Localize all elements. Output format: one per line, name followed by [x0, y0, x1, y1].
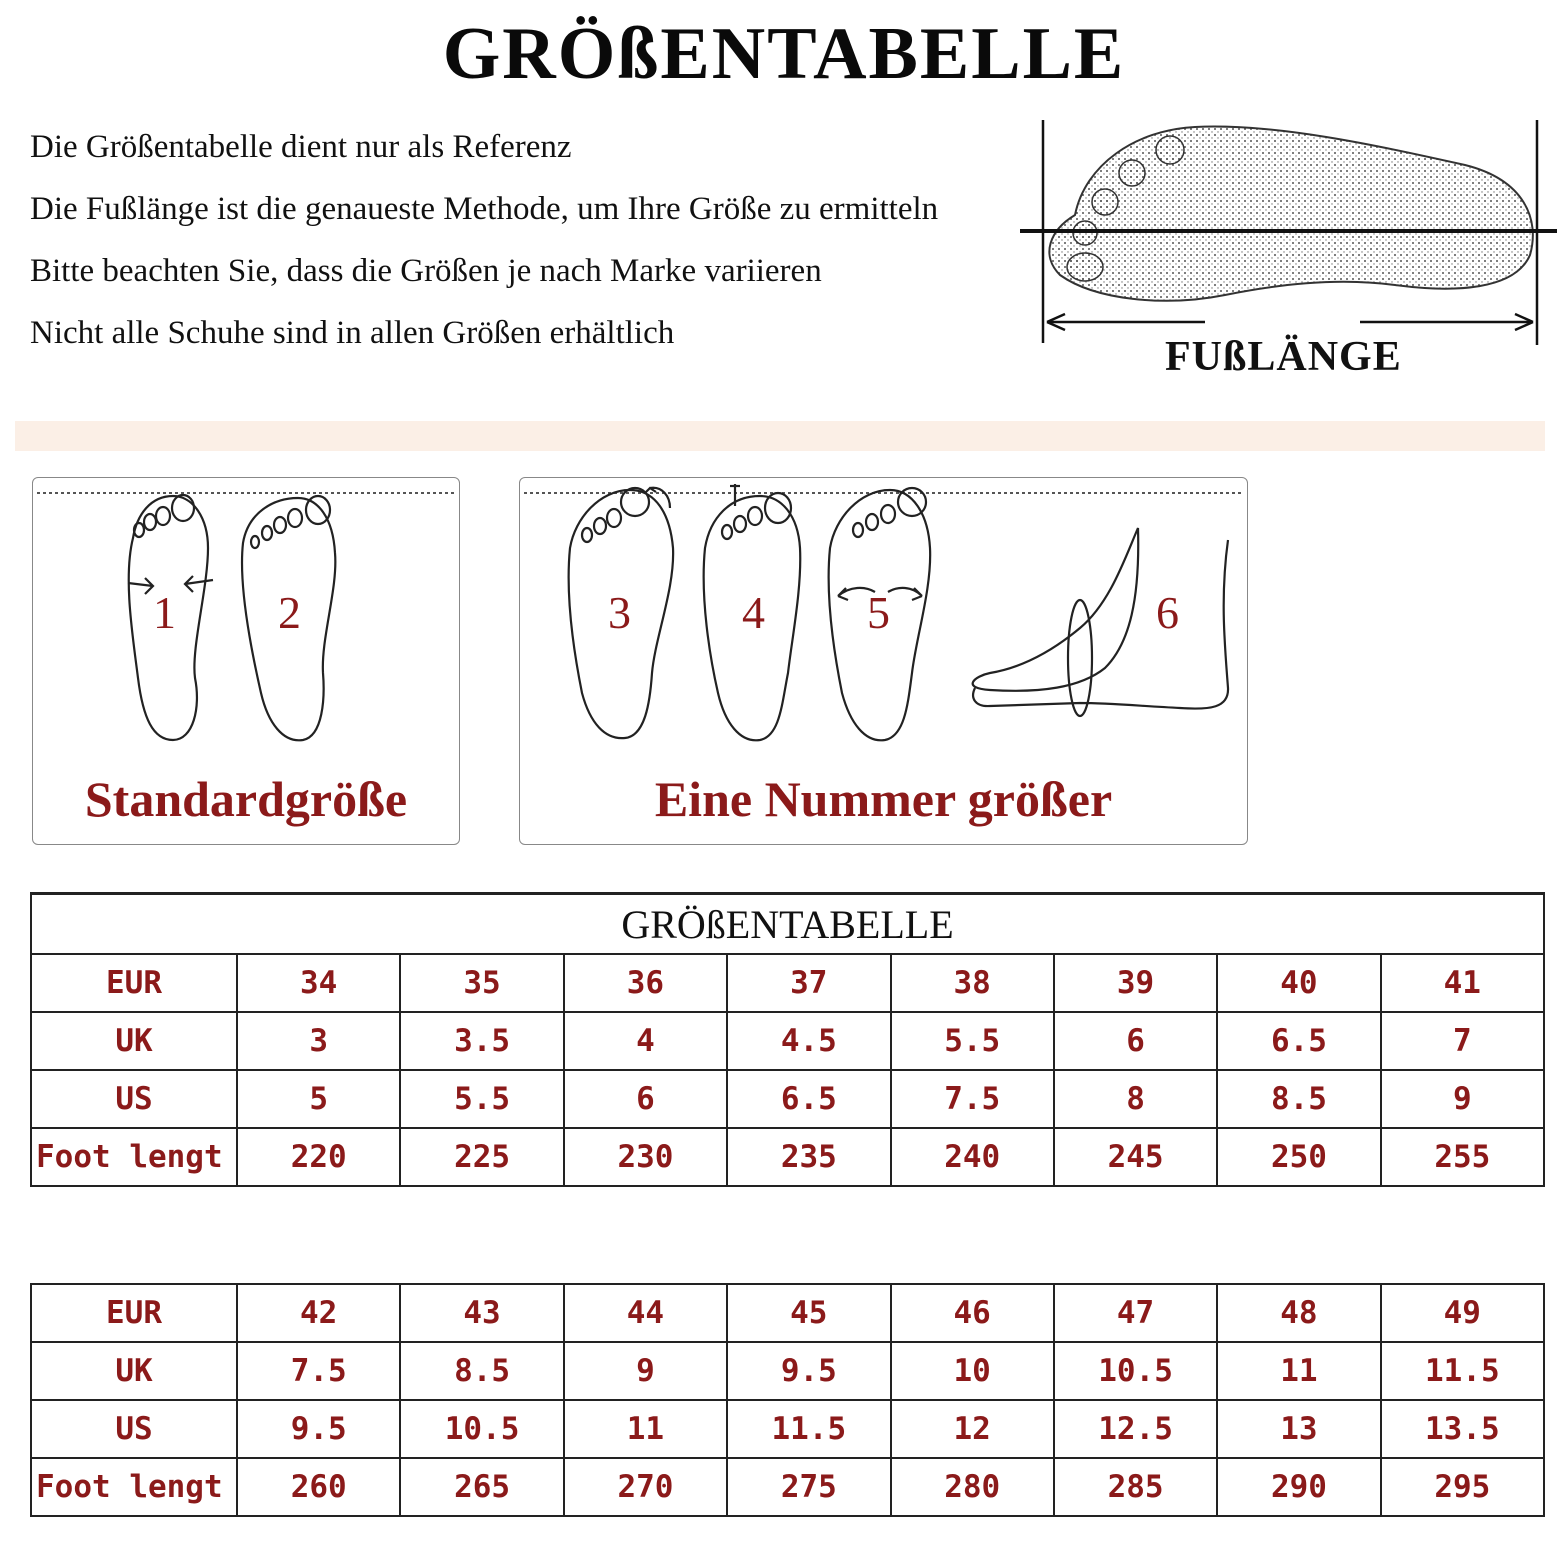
table-cell: 11 [564, 1400, 727, 1458]
table-cell: 38 [891, 954, 1054, 1012]
note-availability: Nicht alle Schuhe sind in allen Größen erhältlich [30, 315, 675, 351]
table-cell: 48 [1217, 1284, 1380, 1342]
footprint-icon [1015, 115, 1560, 355]
table-cell: 275 [727, 1458, 890, 1516]
table-cell: 280 [891, 1458, 1054, 1516]
table-cell: 285 [1054, 1458, 1217, 1516]
note-foot-length: Die Fußlänge ist die genaueste Methode, um Ihre Größe zu ermitteln [30, 191, 939, 227]
table-cell: 43 [400, 1284, 563, 1342]
table-cell: 6.5 [1217, 1012, 1380, 1070]
table-cell: 8 [1054, 1070, 1217, 1128]
row-header-eur: EUR [31, 1284, 237, 1342]
table-cell: 11 [1217, 1342, 1380, 1400]
table-cell: 3 [237, 1012, 400, 1070]
table-cell: 7.5 [237, 1342, 400, 1400]
fit-number-3: 3 [608, 587, 631, 638]
table-cell: 240 [891, 1128, 1054, 1186]
table-cell: 4.5 [727, 1012, 890, 1070]
standard-feet-illustration [33, 478, 459, 768]
table-cell: 36 [564, 954, 727, 1012]
foot-length-label: FUßLÄNGE [1165, 334, 1402, 380]
foot-length-diagram [1015, 115, 1560, 385]
table-row-eur [31, 1284, 1544, 1342]
row-header-us: US [31, 1070, 237, 1128]
table-cell: 45 [727, 1284, 890, 1342]
table-cell: 220 [237, 1128, 400, 1186]
table-cell: 37 [727, 954, 890, 1012]
table-cell: 5.5 [891, 1012, 1054, 1070]
table-cell: 34 [237, 954, 400, 1012]
table-row-foot-length [31, 1458, 1544, 1516]
table-cell: 46 [891, 1284, 1054, 1342]
table-cell: 10 [891, 1342, 1054, 1400]
row-header-us: US [31, 1400, 237, 1458]
table-cell: 9 [1381, 1070, 1544, 1128]
table-cell: 8.5 [1217, 1070, 1380, 1128]
table-cell: 9.5 [237, 1400, 400, 1458]
table-cell: 11.5 [1381, 1342, 1544, 1400]
table-cell: 42 [237, 1284, 400, 1342]
table-cell: 235 [727, 1128, 890, 1186]
size-table-1 [30, 892, 1545, 1187]
table-row-uk [31, 1342, 1544, 1400]
table-cell: 12 [891, 1400, 1054, 1458]
table-cell: 40 [1217, 954, 1380, 1012]
standard-fit-caption: Standardgröße [84, 771, 408, 827]
section-divider [15, 421, 1545, 451]
row-header-uk: UK [31, 1342, 237, 1400]
standard-fit-panel [32, 477, 460, 845]
table-cell: 44 [564, 1284, 727, 1342]
table-cell: 295 [1381, 1458, 1544, 1516]
table-cell: 250 [1217, 1128, 1380, 1186]
table-cell: 9.5 [727, 1342, 890, 1400]
fit-number-1: 1 [153, 587, 176, 638]
row-header-uk: UK [31, 1012, 237, 1070]
table-cell: 10.5 [400, 1400, 563, 1458]
table-cell: 270 [564, 1458, 727, 1516]
table-cell: 260 [237, 1458, 400, 1516]
row-header-eur: EUR [31, 954, 237, 1012]
table-cell: 9 [564, 1342, 727, 1400]
table-cell: 12.5 [1054, 1400, 1217, 1458]
table-cell: 5.5 [400, 1070, 563, 1128]
table-cell: 255 [1381, 1128, 1544, 1186]
row-header-foot-length: Foot lengt [31, 1458, 237, 1516]
table-cell: 7 [1381, 1012, 1544, 1070]
row-header-foot-length: Foot lengt [31, 1128, 237, 1186]
table-cell: 7.5 [891, 1070, 1054, 1128]
table-cell: 35 [400, 954, 563, 1012]
fit-number-6: 6 [1156, 587, 1179, 638]
note-brand-variation: Bitte beachten Sie, dass die Größen je nach Marke variieren [30, 253, 822, 289]
table-row-us [31, 1400, 1544, 1458]
table-caption-row [31, 894, 1544, 955]
table-cell: 230 [564, 1128, 727, 1186]
size-table-2 [30, 1283, 1545, 1517]
table-row-eur [31, 954, 1544, 1012]
table-row-foot-length [31, 1128, 1544, 1186]
fit-number-2: 2 [278, 587, 301, 638]
table-cell: 3.5 [400, 1012, 563, 1070]
table-cell: 290 [1217, 1458, 1380, 1516]
table-cell: 5 [237, 1070, 400, 1128]
table-cell: 225 [400, 1128, 563, 1186]
table-row-us [31, 1070, 1544, 1128]
page-title: GRÖßENTABELLE [442, 13, 1126, 95]
table-cell: 265 [400, 1458, 563, 1516]
table-cell: 47 [1054, 1284, 1217, 1342]
table-cell: 245 [1054, 1128, 1217, 1186]
fit-number-5: 5 [867, 587, 890, 638]
table-cell: 8.5 [400, 1342, 563, 1400]
note-reference: Die Größentabelle dient nur als Referenz [30, 129, 572, 165]
table-row-uk [31, 1012, 1544, 1070]
table-cell: 4 [564, 1012, 727, 1070]
table-cell: 10.5 [1054, 1342, 1217, 1400]
table-cell: 41 [1381, 954, 1544, 1012]
table-cell: 39 [1054, 954, 1217, 1012]
table-cell: 6 [564, 1070, 727, 1128]
table-caption: GRÖßENTABELLE [31, 894, 1544, 955]
table-cell: 13 [1217, 1400, 1380, 1458]
larger-fit-caption: Eine Nummer größer [654, 771, 1113, 827]
larger-fit-panel [519, 477, 1248, 845]
table-cell: 6 [1054, 1012, 1217, 1070]
foot-side-icon-6 [973, 528, 1228, 716]
table-cell: 49 [1381, 1284, 1544, 1342]
table-cell: 6.5 [727, 1070, 890, 1128]
notes-list [30, 122, 938, 370]
fit-number-4: 4 [742, 587, 765, 638]
table-cell: 13.5 [1381, 1400, 1544, 1458]
table-cell: 11.5 [727, 1400, 890, 1458]
